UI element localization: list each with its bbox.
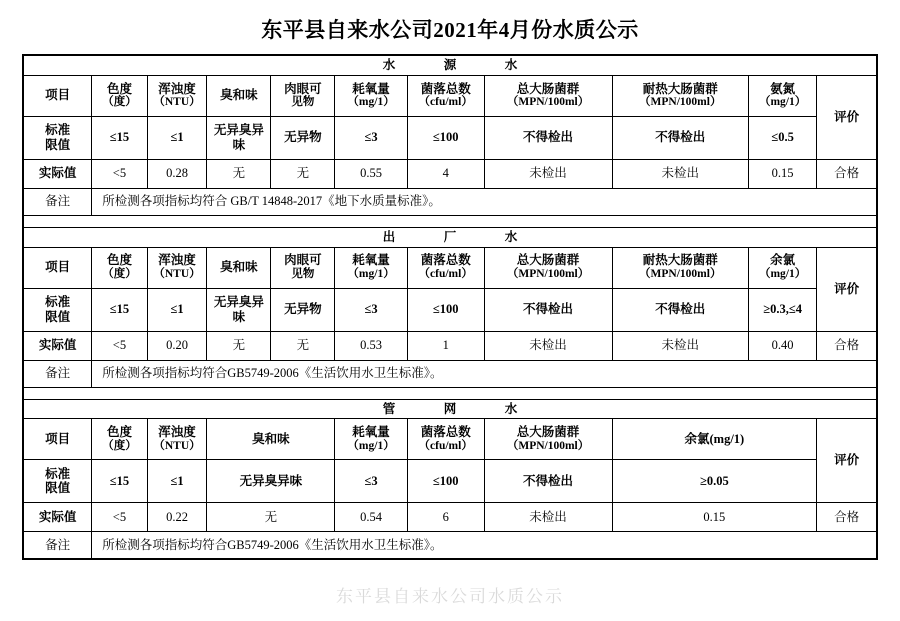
evaluation-badge-1: 合格: [817, 331, 877, 360]
note-text-2: 所检测各项指标均符合GB5749-2006《生活饮用水卫生标准》。: [92, 532, 877, 559]
limit-value-1-5: ≤100: [407, 288, 484, 331]
col-header-sub-2-4: （mg/1）: [347, 439, 395, 452]
limit-value-1-8: ≥0.3,≤4: [748, 288, 816, 331]
section-gap-0: [24, 215, 877, 227]
col-header-label-1-4: 肉眼可: [284, 253, 322, 268]
col-header-1-3: [207, 247, 271, 288]
col-header-label-1-8: 耐热大肠菌群: [642, 253, 718, 268]
note-label-0: 备注: [24, 188, 92, 215]
actual-value-0-2: 无: [207, 159, 271, 188]
col-header-sub-0-9: （mg/1）: [758, 96, 807, 109]
watermark: 东平县自来水公司水质公示: [336, 587, 564, 606]
col-header-sub-0-6: （cfu/ml）: [418, 96, 473, 109]
col-header-label-2-7: 余氯(mg/1): [684, 431, 745, 446]
limit-value-2-2: 无异臭异味: [207, 460, 335, 503]
limit-value-1-0: ≤15: [92, 288, 147, 331]
col-header-1-8: [612, 247, 748, 288]
col-header-label-0-2: 浑浊度: [158, 81, 196, 96]
limit-value-1-7: 不得检出: [612, 288, 748, 331]
col-header-label-0-8: 耐热大肠菌群: [642, 81, 718, 96]
header-row-1: [24, 247, 877, 288]
limit-row-label-0: [24, 116, 92, 159]
header-row-0: [24, 75, 877, 116]
evaluation-badge-0: 合格: [817, 159, 877, 188]
limit-value-0-2: 无异臭异味: [207, 116, 271, 159]
actual-row-2: [24, 503, 877, 532]
col-header-label-2-0: 项目: [45, 431, 71, 446]
col-header-2-2: [147, 419, 207, 460]
col-header-1-9: [748, 247, 816, 288]
actual-row-0: [24, 159, 877, 188]
col-header-label-0-4: 肉眼可: [284, 81, 322, 96]
col-header-sub-1-1: （度）: [102, 268, 137, 281]
actual-value-2-3: 0.54: [335, 503, 408, 532]
limit-label-line2-2: 限值: [45, 481, 71, 496]
col-header-2-6: [484, 419, 612, 460]
limit-row-label-1: [24, 288, 92, 331]
actual-value-1-1: 0.20: [147, 331, 207, 360]
limit-value-0-0: ≤15: [92, 116, 147, 159]
col-header-2-3: [207, 419, 335, 460]
col-header-label-2-4: 耗氧量: [352, 425, 390, 440]
note-label-1: 备注: [24, 360, 92, 387]
limit-label-line2-0: 限值: [45, 137, 71, 152]
section-title-row-0: [24, 56, 877, 76]
col-header-label-1-0: 项目: [45, 260, 71, 275]
col-header-1-6: [407, 247, 484, 288]
header-row-2: [24, 419, 877, 460]
actual-value-2-6: 0.15: [612, 503, 817, 532]
col-header-label-1-3: 臭和味: [220, 260, 258, 275]
col-header-0-9: [748, 75, 816, 116]
col-header-label-1-6: 菌落总数: [420, 253, 471, 268]
col-header-sub-0-1: （度）: [102, 96, 137, 109]
limit-label-line1-0: 标准: [45, 123, 71, 138]
limit-row-label-2: [24, 460, 92, 503]
col-header-0-2: [147, 75, 207, 116]
col-header-label-0-9: 氨氮: [770, 81, 796, 96]
col-header-sub-1-8: （MPN/100ml）: [639, 268, 722, 281]
col-header-0-5: [335, 75, 408, 116]
limit-value-1-1: ≤1: [147, 288, 207, 331]
section-title-0: 水 源 水: [24, 56, 877, 76]
actual-value-2-2: 无: [207, 503, 335, 532]
limit-value-2-0: ≤15: [92, 460, 147, 503]
note-text-0: 所检测各项指标均符合 GB/T 14848-2017《地下水质量标准》。: [92, 188, 877, 215]
limit-value-0-6: 不得检出: [484, 116, 612, 159]
limit-value-0-4: ≤3: [335, 116, 408, 159]
actual-value-2-5: 未检出: [484, 503, 612, 532]
section-gap-1: [24, 387, 877, 399]
limit-value-0-1: ≤1: [147, 116, 207, 159]
col-header-label-2-1: 色度: [106, 425, 132, 440]
col-header-sub-0-7: （MPN/100ml）: [506, 96, 590, 109]
actual-value-2-0: <5: [92, 503, 147, 532]
actual-row-label-1: 实际值: [24, 331, 92, 360]
col-header-label-2-6: 总大肠菌群: [516, 425, 580, 440]
page-title: 东平县自来水公司2021年4月份水质公示: [261, 18, 639, 42]
col-header-label-2-3: 臭和味: [252, 431, 290, 446]
col-header-sub-2-6: （MPN/100ml）: [506, 439, 590, 452]
col-header-sub-1-2: （NTU）: [153, 268, 201, 281]
section-title-row-1: [24, 227, 877, 247]
col-header-label-0-5: 耗氧量: [352, 81, 390, 96]
col-header-sub-1-9: （mg/1）: [758, 268, 807, 281]
actual-value-0-6: 未检出: [484, 159, 612, 188]
note-row-1: [24, 360, 877, 387]
section-title-1: 出 厂 水: [24, 227, 877, 247]
col-header-0-0: [24, 75, 92, 116]
col-header-label-1-9: 余氯: [770, 253, 796, 268]
col-header-label-2-2: 浑浊度: [158, 425, 196, 440]
limit-value-2-6: ≥0.05: [612, 460, 817, 503]
col-header-sub-1-4: 见物: [291, 268, 315, 281]
col-header-0-6: [407, 75, 484, 116]
actual-value-1-3: 无: [271, 331, 335, 360]
col-header-0-1: [92, 75, 147, 116]
actual-value-0-0: <5: [92, 159, 147, 188]
actual-value-1-2: 无: [207, 331, 271, 360]
col-header-1-5: [335, 247, 408, 288]
col-header-sub-1-7: （MPN/100ml）: [506, 268, 590, 281]
limit-row-1: [24, 288, 877, 331]
col-header-label-0-7: 总大肠菌群: [516, 81, 580, 96]
col-header-2-0: [24, 419, 92, 460]
evaluation-badge-2: 合格: [817, 503, 877, 532]
limit-value-1-4: ≤3: [335, 288, 408, 331]
section-title-2: 管 网 水: [24, 399, 877, 419]
limit-value-1-3: 无异物: [271, 288, 335, 331]
col-header-sub-0-5: （mg/1）: [347, 96, 395, 109]
limit-value-1-6: 不得检出: [484, 288, 612, 331]
col-header-1-10: 评价: [817, 247, 877, 331]
actual-row-label-0: 实际值: [24, 159, 92, 188]
col-header-sub-0-2: （NTU）: [153, 96, 201, 109]
actual-value-1-5: 1: [407, 331, 484, 360]
actual-value-2-4: 6: [407, 503, 484, 532]
limit-value-0-8: ≤0.5: [748, 116, 816, 159]
note-row-2: [24, 532, 877, 559]
limit-value-0-5: ≤100: [407, 116, 484, 159]
water-quality-table: [23, 55, 877, 559]
col-header-sub-1-6: （cfu/ml）: [418, 268, 473, 281]
col-header-sub-1-5: （mg/1）: [347, 268, 395, 281]
col-header-1-0: [24, 247, 92, 288]
col-header-label-1-2: 浑浊度: [158, 253, 196, 268]
col-header-sub-0-8: （MPN/100ml）: [639, 96, 722, 109]
limit-label-line1-1: 标准: [45, 295, 71, 310]
limit-value-2-1: ≤1: [147, 460, 207, 503]
actual-value-2-1: 0.22: [147, 503, 207, 532]
actual-value-1-0: <5: [92, 331, 147, 360]
limit-row-2: [24, 460, 877, 503]
col-header-sub-2-5: （cfu/ml）: [418, 439, 473, 452]
limit-value-0-7: 不得检出: [612, 116, 748, 159]
col-header-2-1: [92, 419, 147, 460]
col-header-1-4: [271, 247, 335, 288]
col-header-label-1-1: 色度: [106, 253, 132, 268]
col-header-1-2: [147, 247, 207, 288]
col-header-label-1-5: 耗氧量: [352, 253, 390, 268]
actual-value-0-7: 未检出: [612, 159, 748, 188]
col-header-2-7: [612, 419, 817, 460]
note-text-1: 所检测各项指标均符合GB5749-2006《生活饮用水卫生标准》。: [92, 360, 877, 387]
col-header-sub-2-1: （度）: [102, 439, 137, 452]
col-header-0-10: 评价: [817, 75, 877, 159]
section-title-row-2: [24, 399, 877, 419]
limit-value-2-4: ≤100: [407, 460, 484, 503]
col-header-2-8: 评价: [817, 419, 877, 503]
limit-label-line2-1: 限值: [45, 309, 71, 324]
actual-value-0-4: 0.55: [335, 159, 408, 188]
col-header-0-7: [484, 75, 612, 116]
actual-value-0-8: 0.15: [748, 159, 816, 188]
col-header-2-5: [407, 419, 484, 460]
actual-value-0-3: 无: [271, 159, 335, 188]
col-header-label-0-0: 项目: [45, 88, 71, 103]
actual-value-1-4: 0.53: [335, 331, 408, 360]
water-quality-table-wrapper: [22, 54, 878, 560]
actual-row-label-2: 实际值: [24, 503, 92, 532]
limit-value-0-3: 无异物: [271, 116, 335, 159]
col-header-1-7: [484, 247, 612, 288]
limit-row-0: [24, 116, 877, 159]
col-header-label-2-5: 菌落总数: [420, 425, 471, 440]
actual-row-1: [24, 331, 877, 360]
limit-value-1-2: 无异臭异味: [207, 288, 271, 331]
note-row-0: [24, 188, 877, 215]
note-label-2: 备注: [24, 532, 92, 559]
actual-value-1-7: 未检出: [612, 331, 748, 360]
col-header-0-3: [207, 75, 271, 116]
limit-value-2-3: ≤3: [335, 460, 408, 503]
actual-value-1-6: 未检出: [484, 331, 612, 360]
actual-value-1-8: 0.40: [748, 331, 816, 360]
limit-value-2-5: 不得检出: [484, 460, 612, 503]
col-header-0-4: [271, 75, 335, 116]
col-header-label-0-6: 菌落总数: [420, 81, 471, 96]
col-header-2-4: [335, 419, 408, 460]
col-header-0-8: [612, 75, 748, 116]
col-header-label-1-7: 总大肠菌群: [516, 253, 580, 268]
col-header-sub-2-2: （NTU）: [153, 439, 201, 452]
actual-value-0-5: 4: [407, 159, 484, 188]
limit-label-line1-2: 标准: [45, 466, 71, 481]
actual-value-0-1: 0.28: [147, 159, 207, 188]
col-header-1-1: [92, 247, 147, 288]
col-header-sub-0-4: 见物: [291, 96, 315, 109]
col-header-label-0-1: 色度: [106, 81, 132, 96]
col-header-label-0-3: 臭和味: [220, 88, 258, 103]
